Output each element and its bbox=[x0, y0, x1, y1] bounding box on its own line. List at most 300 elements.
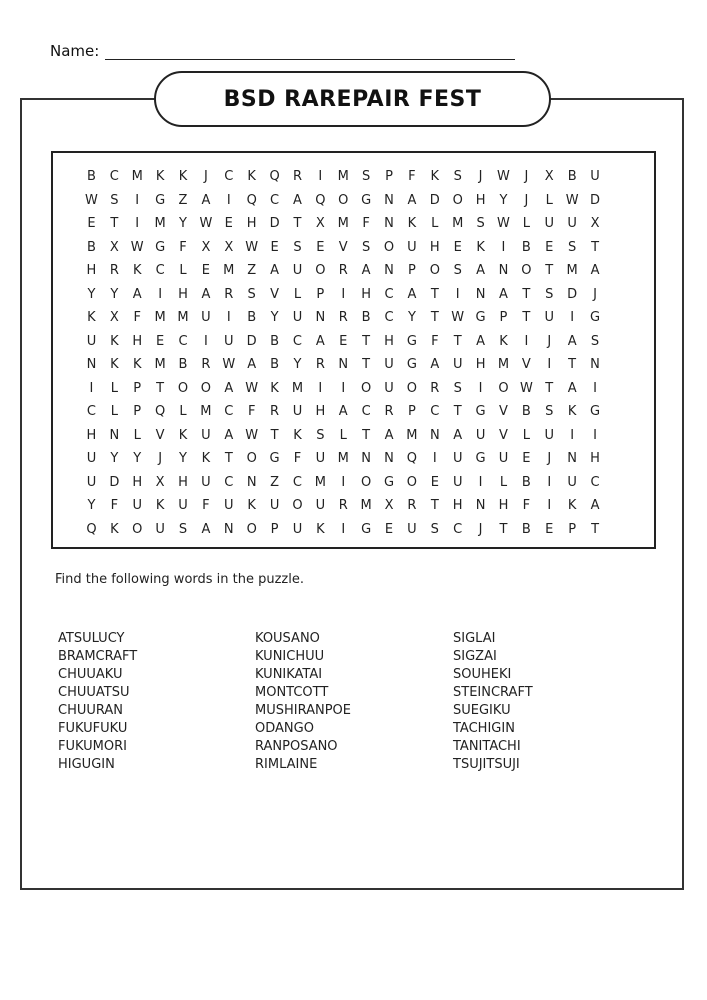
grid-letter: H bbox=[475, 357, 486, 373]
grid-letter: H bbox=[361, 286, 372, 302]
grid-letter: T bbox=[453, 333, 462, 349]
grid-letter: K bbox=[293, 427, 302, 443]
name-line bbox=[105, 43, 515, 60]
grid-letter: I bbox=[341, 380, 346, 396]
grid-row bbox=[80, 259, 606, 283]
grid-letter: A bbox=[453, 427, 463, 443]
grid-letter: R bbox=[292, 169, 302, 185]
grid-letter: X bbox=[109, 310, 119, 326]
grid-letter: C bbox=[155, 263, 165, 279]
grid-letter: T bbox=[591, 521, 600, 537]
grid-letter: I bbox=[341, 286, 346, 302]
grid-letter: B bbox=[86, 239, 96, 255]
grid-letter: I bbox=[524, 333, 529, 349]
title-banner bbox=[154, 71, 551, 127]
grid-letter: U bbox=[86, 451, 97, 467]
grid-letter: F bbox=[110, 498, 119, 514]
grid-letter: U bbox=[567, 474, 577, 490]
grid-letter: B bbox=[178, 357, 188, 373]
grid-letter: Z bbox=[247, 263, 257, 279]
grid-letter: A bbox=[201, 521, 211, 537]
grid-letter: N bbox=[338, 357, 349, 373]
grid-letter: A bbox=[567, 333, 577, 349]
grid-letter: O bbox=[361, 474, 372, 490]
grid-letter: U bbox=[132, 498, 142, 514]
grid-letter: S bbox=[453, 169, 462, 185]
grid-letter: A bbox=[476, 333, 486, 349]
grid-letter: M bbox=[337, 169, 349, 185]
grid-letter: X bbox=[155, 474, 165, 490]
grid-letter: N bbox=[498, 263, 509, 279]
grid-letter: B bbox=[86, 169, 96, 185]
grid-letter: N bbox=[590, 357, 600, 373]
grid-letter: X bbox=[544, 169, 554, 185]
grid-letter: U bbox=[292, 404, 303, 420]
grid-letter: E bbox=[545, 521, 554, 537]
word-list-item: ODANGO bbox=[255, 721, 314, 736]
grid-letter: Q bbox=[315, 192, 326, 208]
grid-letter: M bbox=[337, 451, 349, 467]
grid-letter: I bbox=[570, 427, 575, 443]
grid-letter: T bbox=[156, 380, 165, 396]
grid-letter: P bbox=[407, 404, 416, 420]
grid-letter: G bbox=[361, 521, 372, 537]
word-list-item: ATSULUCY bbox=[58, 631, 125, 646]
grid-letter: I bbox=[341, 474, 346, 490]
grid-letter: U bbox=[452, 451, 463, 467]
grid-letter: E bbox=[430, 474, 439, 490]
grid-letter: P bbox=[568, 521, 577, 537]
word-list-item: CHUUATSU bbox=[58, 685, 130, 700]
grid-letter: B bbox=[270, 357, 280, 373]
grid-letter: I bbox=[501, 239, 506, 255]
grid-row bbox=[80, 494, 606, 518]
grid-letter: T bbox=[591, 239, 600, 255]
grid-letter: U bbox=[269, 498, 280, 514]
grid-letter: O bbox=[246, 521, 257, 537]
grid-letter: L bbox=[522, 427, 530, 443]
grid-letter: X bbox=[384, 498, 394, 514]
grid-letter: I bbox=[135, 192, 140, 208]
grid-letter: S bbox=[453, 380, 462, 396]
grid-letter: S bbox=[545, 404, 554, 420]
grid-letter: T bbox=[499, 521, 508, 537]
grid-letter: K bbox=[499, 333, 508, 349]
word-list-item: TSUJITSUJI bbox=[453, 757, 520, 772]
grid-letter: C bbox=[361, 404, 371, 420]
grid-letter: K bbox=[178, 169, 188, 185]
grid-letter: K bbox=[407, 216, 417, 232]
grid-letter: S bbox=[545, 286, 554, 302]
name-row bbox=[50, 36, 515, 60]
grid-letter: L bbox=[431, 216, 439, 232]
grid-row bbox=[80, 306, 606, 330]
grid-letter: W bbox=[565, 192, 579, 208]
grid-letter: T bbox=[522, 310, 531, 326]
grid-letter: B bbox=[270, 333, 280, 349]
grid-letter: O bbox=[132, 521, 143, 537]
grid-letter: F bbox=[522, 498, 531, 514]
grid-letter: W bbox=[130, 239, 144, 255]
grid-letter: R bbox=[315, 357, 325, 373]
grid-letter: K bbox=[247, 169, 256, 185]
grid-letter: Z bbox=[178, 192, 188, 208]
grid-letter: M bbox=[452, 216, 464, 232]
grid-letter: A bbox=[430, 357, 440, 373]
grid-letter: K bbox=[247, 498, 256, 514]
grid-letter: W bbox=[451, 310, 465, 326]
grid-letter: S bbox=[362, 169, 371, 185]
grid-letter: S bbox=[247, 286, 256, 302]
grid-letter: C bbox=[292, 474, 302, 490]
grid-letter: J bbox=[478, 521, 483, 537]
grid-letter: G bbox=[406, 333, 417, 349]
grid-letter: S bbox=[316, 427, 325, 443]
grid-letter: K bbox=[567, 404, 577, 420]
grid-letter: K bbox=[87, 310, 96, 326]
grid-letter: F bbox=[408, 169, 416, 185]
grid-letter: Y bbox=[407, 310, 416, 326]
grid-letter: T bbox=[362, 427, 371, 443]
grid-letter: V bbox=[155, 427, 165, 443]
grid-letter: H bbox=[384, 333, 394, 349]
word-list-item: KUNICHUU bbox=[255, 649, 325, 664]
grid-letter: O bbox=[406, 474, 418, 490]
grid-letter: P bbox=[407, 263, 416, 279]
grid-letter: K bbox=[567, 498, 577, 514]
grid-letter: J bbox=[524, 169, 529, 185]
grid-letter: H bbox=[429, 239, 440, 255]
grid-letter: N bbox=[315, 310, 326, 326]
grid-letter: G bbox=[475, 404, 486, 420]
grid-letter: R bbox=[338, 498, 348, 514]
grid-letter: N bbox=[429, 427, 440, 443]
grid-letter: U bbox=[384, 357, 394, 373]
grid-letter: I bbox=[593, 427, 597, 443]
grid-letter: I bbox=[341, 521, 346, 537]
grid-letter: N bbox=[475, 286, 486, 302]
grid-letter: K bbox=[155, 169, 165, 185]
word-list-item: KUNIKATAI bbox=[255, 667, 323, 682]
grid-letter: U bbox=[315, 498, 326, 514]
grid-letter: U bbox=[407, 239, 417, 255]
word-list-item: SIGLAI bbox=[453, 631, 496, 646]
grid-letter: E bbox=[522, 451, 531, 467]
grid-letter: U bbox=[544, 216, 555, 232]
grid-letter: F bbox=[202, 498, 210, 514]
grid-letter: A bbox=[407, 192, 417, 208]
grid-letter: U bbox=[86, 333, 97, 349]
grid-letter: G bbox=[475, 451, 486, 467]
name-label: Name: bbox=[50, 42, 100, 60]
grid-letter: P bbox=[385, 169, 393, 185]
grid-letter: G bbox=[590, 310, 601, 326]
grid-letter: A bbox=[499, 286, 508, 302]
grid-letter: G bbox=[269, 451, 280, 467]
grid-letter: J bbox=[547, 451, 552, 467]
grid-letter: Y bbox=[110, 286, 119, 302]
grid-letter: B bbox=[247, 310, 257, 326]
grid-row bbox=[80, 471, 606, 495]
grid-letter: U bbox=[498, 451, 509, 467]
grid-row bbox=[80, 283, 606, 307]
grid-letter: W bbox=[519, 380, 533, 396]
grid-letter: Y bbox=[499, 192, 508, 208]
grid-letter: R bbox=[338, 310, 348, 326]
grid-letter: Q bbox=[86, 521, 97, 537]
grid-letter: F bbox=[362, 216, 370, 232]
grid-letter: L bbox=[545, 192, 553, 208]
grid-letter: V bbox=[521, 357, 531, 373]
grid-letter: N bbox=[384, 451, 394, 467]
grid-letter: O bbox=[315, 263, 326, 279]
grid-letter: I bbox=[226, 310, 231, 326]
grid-letter: T bbox=[545, 380, 554, 396]
grid-letter: M bbox=[154, 310, 166, 326]
grid-letter: C bbox=[292, 333, 302, 349]
grid-letter: T bbox=[362, 357, 371, 373]
grid-letter: S bbox=[568, 239, 577, 255]
word-list-item: MUSHIRANPOE bbox=[255, 703, 352, 718]
grid-letter: G bbox=[406, 357, 417, 373]
grid-letter: A bbox=[361, 263, 371, 279]
grid-letter: I bbox=[89, 380, 94, 396]
grid-letter: E bbox=[201, 263, 210, 279]
grid-letter: T bbox=[270, 427, 279, 443]
grid-letter: A bbox=[567, 380, 577, 396]
grid-letter: O bbox=[521, 263, 532, 279]
grid-letter: J bbox=[203, 169, 208, 185]
grid-letter: B bbox=[521, 474, 531, 490]
word-list-item: TANITACHI bbox=[453, 739, 521, 754]
grid-letter: I bbox=[318, 169, 323, 185]
grid-letter: U bbox=[407, 521, 417, 537]
grid-letter: U bbox=[201, 474, 211, 490]
grid-letter: R bbox=[384, 404, 394, 420]
grid-letter: M bbox=[177, 310, 189, 326]
grid-letter: D bbox=[567, 286, 578, 302]
word-list-item: SOUHEKI bbox=[453, 667, 512, 682]
word-list-item: CHUURAN bbox=[58, 703, 124, 718]
grid-letter: A bbox=[407, 286, 417, 302]
grid-letter: C bbox=[109, 169, 119, 185]
grid-letter: K bbox=[110, 521, 119, 537]
grid-letter: R bbox=[407, 498, 417, 514]
grid-letter: E bbox=[87, 216, 96, 232]
grid-letter: U bbox=[178, 498, 188, 514]
grid-letter: D bbox=[269, 216, 280, 232]
grid-letter: S bbox=[430, 521, 439, 537]
grid-letter: C bbox=[384, 310, 394, 326]
grid-letter: X bbox=[109, 239, 119, 255]
grid-letter: E bbox=[384, 521, 394, 537]
word-list-item: RIMLAINE bbox=[255, 757, 318, 772]
grid-letter: E bbox=[545, 239, 554, 255]
grid-letter: X bbox=[315, 216, 325, 232]
grid-letter: A bbox=[590, 263, 600, 279]
grid-letter: E bbox=[316, 239, 325, 255]
grid-letter: K bbox=[430, 169, 440, 185]
grid-letter: L bbox=[133, 427, 141, 443]
grid-letter: T bbox=[430, 286, 439, 302]
grid-letter: U bbox=[292, 310, 303, 326]
grid-letter: Y bbox=[179, 216, 187, 232]
grid-letter: B bbox=[361, 310, 371, 326]
grid-letter: I bbox=[547, 357, 552, 373]
grid-letter: F bbox=[431, 333, 439, 349]
word-list-item: FUKUMORI bbox=[58, 739, 127, 754]
grid-letter: L bbox=[339, 427, 347, 443]
grid-letter: D bbox=[590, 192, 601, 208]
grid-letter: G bbox=[590, 404, 601, 420]
grid-letter: O bbox=[406, 380, 418, 396]
grid-letter: W bbox=[497, 216, 510, 232]
grid-letter: A bbox=[476, 263, 486, 279]
grid-letter: M bbox=[337, 216, 349, 232]
grid-letter: M bbox=[291, 380, 304, 396]
grid-letter: U bbox=[315, 451, 326, 467]
grid-letter: C bbox=[178, 333, 188, 349]
grid-letter: I bbox=[478, 380, 483, 396]
grid-row bbox=[80, 447, 606, 471]
grid-letter: M bbox=[406, 427, 418, 443]
grid-letter: Y bbox=[110, 451, 119, 467]
grid-letter: V bbox=[499, 404, 508, 420]
grid-letter: C bbox=[86, 404, 96, 420]
grid-letter: R bbox=[430, 380, 440, 396]
grid-letter: B bbox=[521, 239, 531, 255]
grid-letter: S bbox=[453, 263, 462, 279]
grid-letter: T bbox=[110, 216, 119, 232]
grid-letter: A bbox=[224, 427, 234, 443]
grid-letter: U bbox=[544, 310, 555, 326]
grid-row bbox=[80, 236, 606, 260]
word-list-item: KOUSANO bbox=[255, 631, 320, 646]
grid-letter: O bbox=[338, 192, 349, 208]
grid-letter: K bbox=[316, 521, 325, 537]
grid-letter: O bbox=[452, 192, 463, 208]
grid-letter: I bbox=[318, 380, 323, 396]
grid-letter: Y bbox=[87, 498, 96, 514]
grid-letter: M bbox=[497, 357, 510, 373]
grid-letter: T bbox=[224, 451, 233, 467]
grid-letter: U bbox=[224, 333, 234, 349]
grid-letter: T bbox=[293, 216, 302, 232]
grid-letter: Y bbox=[179, 451, 187, 467]
grid-letter: G bbox=[361, 192, 372, 208]
grid-letter: J bbox=[547, 333, 552, 349]
grid-letter: G bbox=[383, 474, 395, 490]
word-list-column-2 bbox=[255, 630, 351, 774]
grid-letter: O bbox=[383, 239, 395, 255]
grid-letter: L bbox=[499, 474, 508, 490]
grid-letter: A bbox=[247, 357, 257, 373]
grid-letter: R bbox=[270, 404, 280, 420]
grid-letter: R bbox=[338, 263, 348, 279]
grid-letter: I bbox=[135, 216, 140, 232]
grid-row bbox=[80, 212, 606, 236]
grid-letter: V bbox=[270, 286, 280, 302]
grid-letter: W bbox=[222, 357, 236, 373]
grid-letter: G bbox=[155, 239, 166, 255]
grid-letter: I bbox=[593, 380, 597, 396]
grid-letter: I bbox=[226, 192, 231, 208]
grid-letter: H bbox=[246, 216, 257, 232]
grid-letter: L bbox=[179, 404, 187, 420]
grid-letter: P bbox=[499, 310, 508, 326]
grid-letter: T bbox=[453, 404, 462, 420]
grid-letter: U bbox=[452, 357, 463, 373]
grid-letter: A bbox=[590, 498, 600, 514]
grid-letter: S bbox=[362, 239, 371, 255]
grid-letter: I bbox=[455, 286, 460, 302]
word-list-item: SIGZAI bbox=[453, 649, 497, 664]
grid-letter: Z bbox=[270, 474, 280, 490]
grid-letter: M bbox=[154, 216, 166, 232]
grid-letter: C bbox=[224, 404, 234, 420]
grid-letter: H bbox=[86, 263, 97, 279]
grid-letter: U bbox=[201, 427, 211, 443]
grid-letter: D bbox=[109, 474, 120, 490]
grid-letter: A bbox=[270, 263, 280, 279]
grid-letter: L bbox=[110, 380, 118, 396]
grid-letter: E bbox=[453, 239, 462, 255]
grid-letter: N bbox=[475, 498, 486, 514]
grid-letter: H bbox=[178, 474, 188, 490]
grid-letter: M bbox=[200, 404, 212, 420]
grid-letter: C bbox=[453, 521, 463, 537]
grid-letter: L bbox=[179, 263, 187, 279]
grid-letter: N bbox=[109, 427, 120, 443]
grid-letter: T bbox=[568, 357, 577, 373]
grid-letter: L bbox=[293, 286, 302, 302]
grid-letter: A bbox=[132, 286, 142, 302]
grid-letter: D bbox=[429, 192, 440, 208]
grid-letter: X bbox=[224, 239, 234, 255]
grid-letter: F bbox=[247, 404, 256, 420]
grid-letter: C bbox=[384, 286, 394, 302]
word-list-item: HIGUGIN bbox=[58, 757, 115, 772]
grid-letter: F bbox=[133, 310, 141, 326]
grid-letter: B bbox=[567, 169, 577, 185]
grid-letter: K bbox=[476, 239, 485, 255]
grid-letter: C bbox=[270, 192, 280, 208]
grid-letter: M bbox=[314, 474, 326, 490]
grid-letter: H bbox=[178, 286, 188, 302]
grid-letter: U bbox=[292, 521, 303, 537]
grid-letter: B bbox=[521, 404, 531, 420]
grid-row bbox=[80, 353, 606, 377]
grid-row bbox=[80, 189, 606, 213]
grid-letter: K bbox=[110, 333, 119, 349]
grid-letter: C bbox=[430, 404, 440, 420]
grid-letter: K bbox=[270, 380, 279, 396]
grid-letter: S bbox=[293, 239, 302, 255]
grid-letter: U bbox=[475, 427, 486, 443]
grid-letter: X bbox=[590, 216, 600, 232]
grid-row bbox=[80, 424, 606, 448]
grid-letter: O bbox=[177, 380, 189, 396]
grid-letter: T bbox=[430, 498, 439, 514]
word-list-column-3 bbox=[453, 630, 533, 774]
grid-letter: L bbox=[522, 216, 530, 232]
puzzle-grid bbox=[80, 165, 606, 541]
grid-letter: Q bbox=[269, 169, 280, 185]
grid-letter: S bbox=[590, 333, 600, 349]
grid-letter: T bbox=[430, 310, 439, 326]
grid-letter: I bbox=[547, 498, 552, 514]
grid-letter: W bbox=[245, 427, 259, 443]
